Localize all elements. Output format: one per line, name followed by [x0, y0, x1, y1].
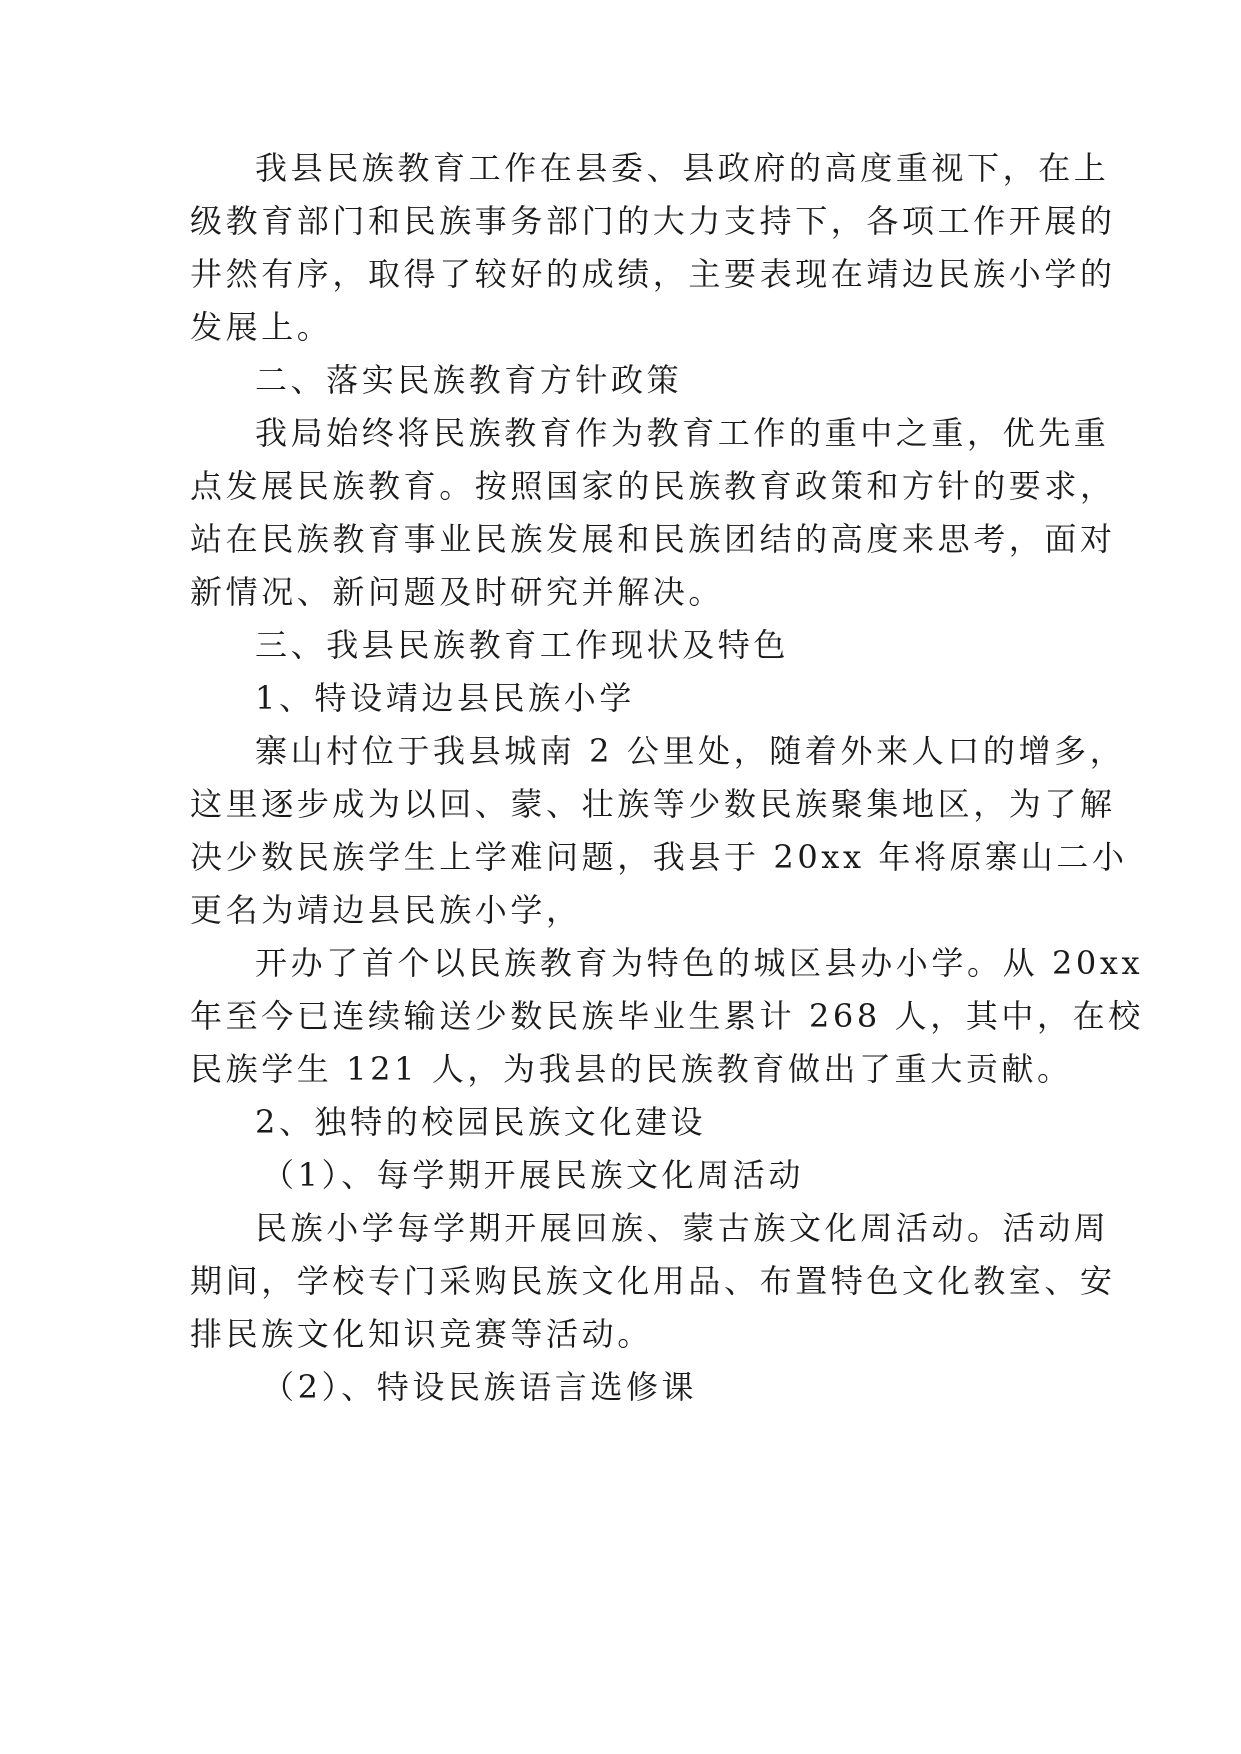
item-heading: （1）、每学期开展民族文化周活动: [262, 1156, 804, 1194]
subsection-heading: 1、特设靖边县民族小学: [255, 679, 635, 717]
paragraph-line: 我县民族教育工作在县委、县政府的高度重视下，在上: [255, 149, 1110, 187]
paragraph-line: 寨山村位于我县城南 2 公里处，随着外来人口的增多，: [255, 732, 1126, 770]
paragraph-line: 年至今已连续输送少数民族毕业生累计 268 人，其中，在校: [190, 997, 1144, 1035]
section-heading: 二、落实民族教育方针政策: [255, 361, 683, 399]
paragraph-line: 期间，学校专门采购民族文化用品、布置特色文化教室、安: [190, 1262, 1116, 1300]
paragraph-line: 井然有序，取得了较好的成绩，主要表现在靖边民族小学的: [190, 255, 1116, 293]
paragraph-line: 排民族文化知识竞赛等活动。: [190, 1315, 653, 1353]
subsection-heading: 2、独特的校园民族文化建设: [255, 1103, 707, 1141]
paragraph-line: 级教育部门和民族事务部门的大力支持下，各项工作开展的: [190, 202, 1116, 240]
paragraph-line: 开办了首个以民族教育为特色的城区县办小学。从 20xx: [255, 944, 1144, 982]
section-heading: 三、我县民族教育工作现状及特色: [255, 626, 790, 664]
paragraph-line: 发展上。: [190, 308, 333, 346]
paragraph-line: 点发展民族教育。按照国家的民族教育政策和方针的要求，: [190, 467, 1116, 505]
paragraph-line: 民族学生 121 人，为我县的民族教育做出了重大贡献。: [190, 1050, 1073, 1088]
paragraph-line: 新情况、新问题及时研究并解决。: [190, 573, 725, 611]
item-heading: （2）、特设民族语言选修课: [262, 1368, 698, 1406]
paragraph-line: 站在民族教育事业民族发展和民族团结的高度来思考，面对: [190, 520, 1116, 558]
paragraph-line: 我局始终将民族教育作为教育工作的重中之重，优先重: [255, 414, 1110, 452]
paragraph-line: 更名为靖边县民族小学，: [190, 891, 582, 929]
paragraph-line: 这里逐步成为以回、蒙、壮族等少数民族聚集地区，为了解: [190, 785, 1116, 823]
paragraph-line: 决少数民族学生上学难问题，我县于 20xx 年将原寨山二小: [190, 838, 1128, 876]
paragraph-line: 民族小学每学期开展回族、蒙古族文化周活动。活动周: [255, 1209, 1110, 1247]
